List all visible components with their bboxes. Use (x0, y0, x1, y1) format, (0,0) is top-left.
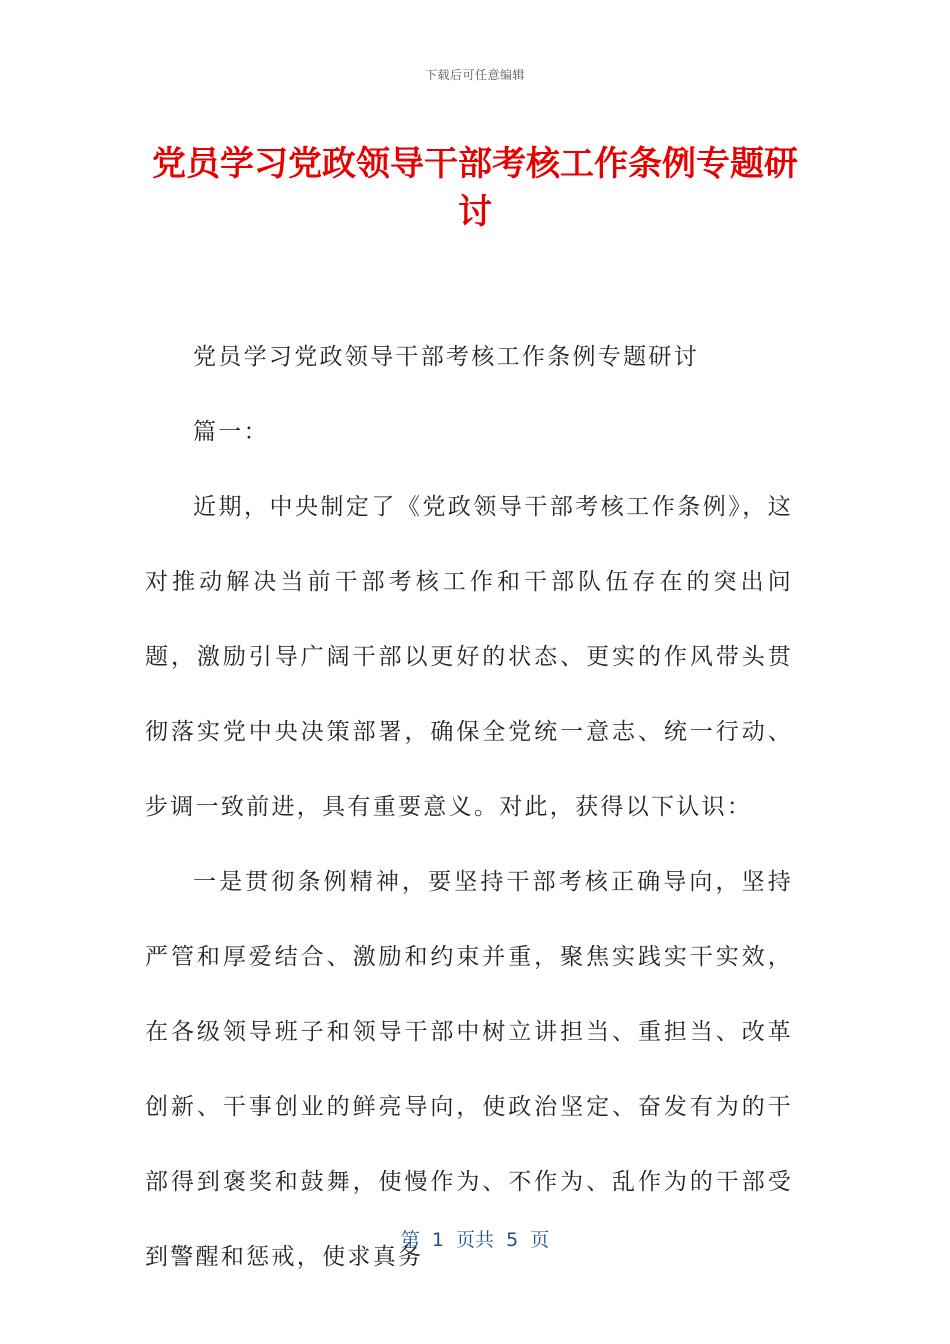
paragraph-section-label: 篇一： (193, 419, 269, 445)
paragraph-subtitle: 党员学习党政领导干部考核工作条例专题研讨 (193, 344, 699, 370)
paragraph-point-one: 一是贯彻条例精神，要坚持干部考核正确导向，坚持严管和厚爱结合、激励和约束并重，聚焦实践实干实效，在各级领导班子和领导干部中树立讲担当、重担当、改革创新、干事创业的鲜亮导向，使政治坚定、奋发有为的干部得到褒奖和鼓舞，使慢作为、不作为、乱作为的干部受到警醒和惩戒，使求真务 (145, 869, 793, 1270)
document-title: 党员学习党政领导干部考核工作条例专题研讨 (152, 144, 798, 232)
header-note: 下载后可任意编辑 (424, 68, 525, 82)
paragraph-intro: 近期，中央制定了《党政领导干部考核工作条例》，这对推动解决当前干部考核工作和干部队伍存在的突出问题，激励引导广阔干部以更好的状态、更实的作风带头贯彻落实党中央决策部署，确保全党统一意志、统一行动、步调一致前进，具有重要意义。对此，获得以下认识： (145, 494, 793, 820)
page-number-footer: 第 1 页共 5 页 (400, 1229, 550, 1251)
document-body (145, 320, 793, 1295)
